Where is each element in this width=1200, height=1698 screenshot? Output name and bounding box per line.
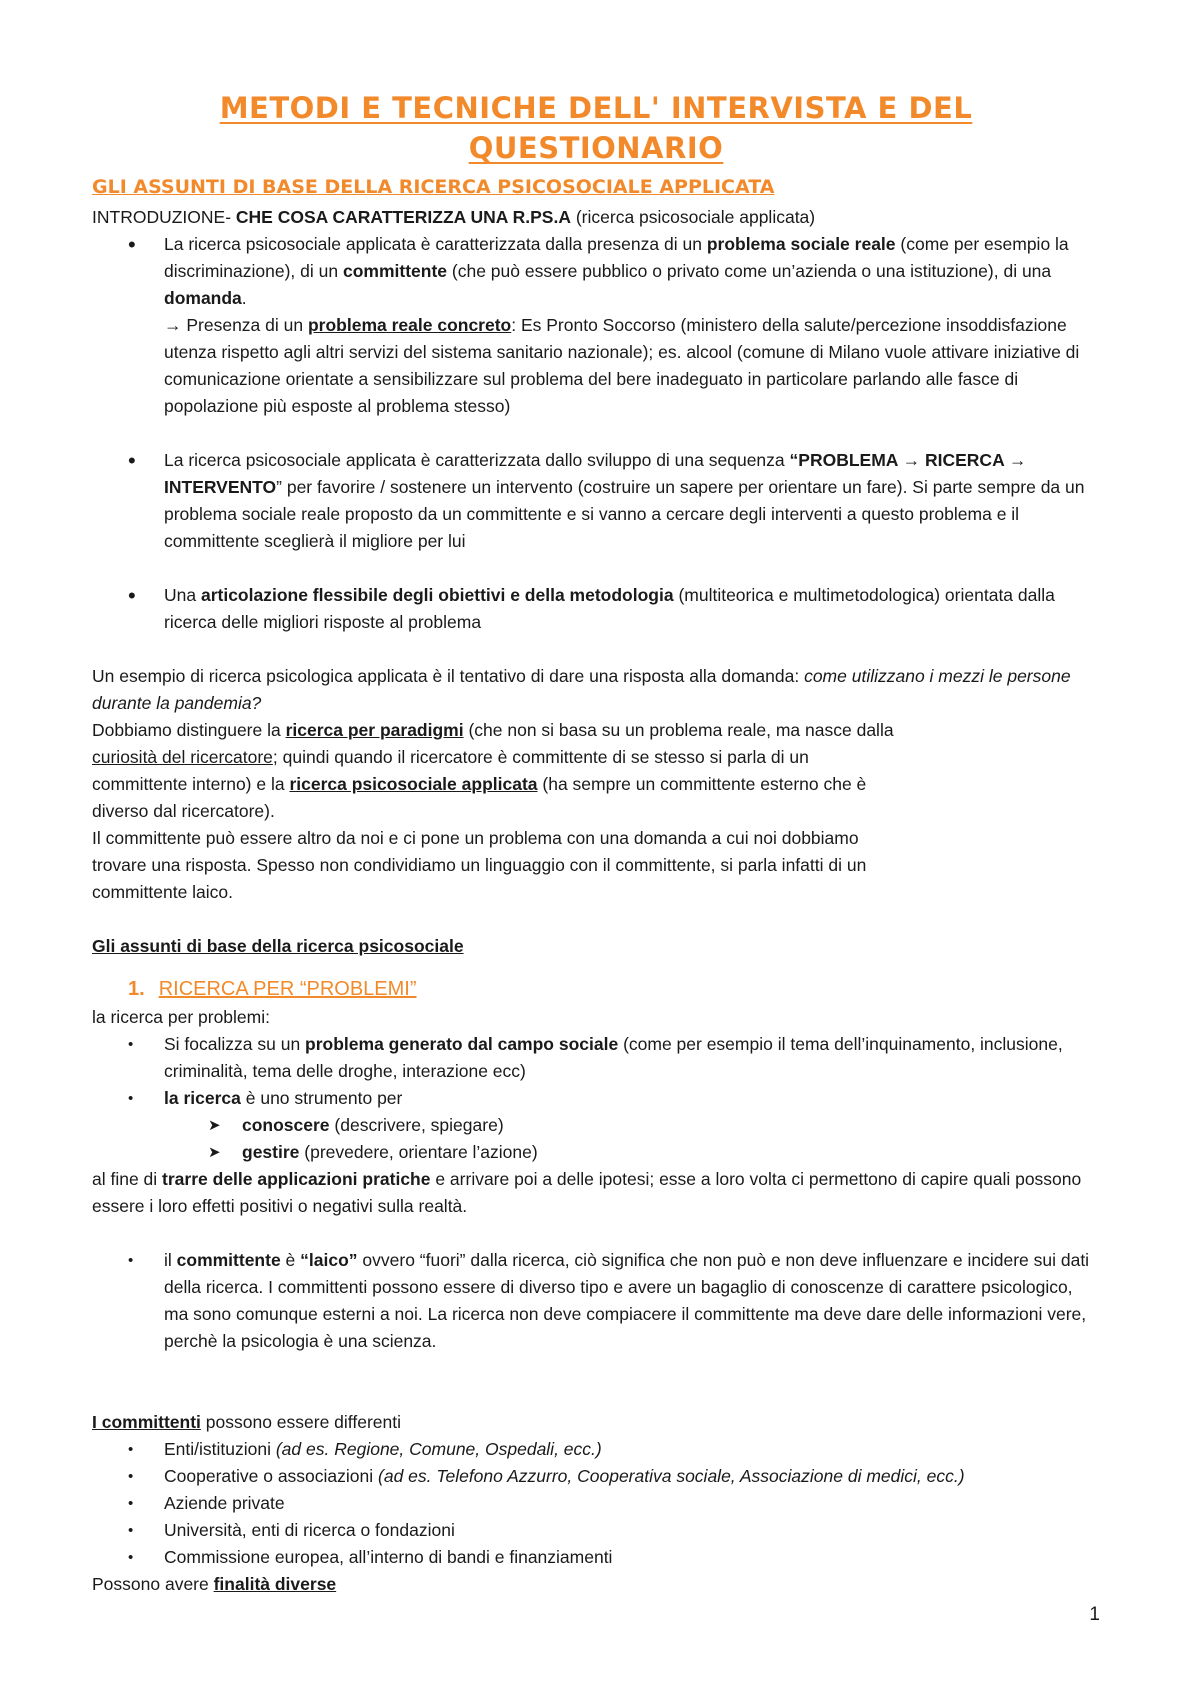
section-1-extra-bullets xyxy=(92,1247,1100,1355)
text: al fine di xyxy=(92,1169,163,1189)
committenti-intro xyxy=(92,1409,1100,1436)
text: Dobbiamo distinguere la xyxy=(92,720,286,740)
text: (ha sempre un committente esterno che è diverso dal ricercatore). xyxy=(92,774,867,821)
text-bold: articolazione flessibile degli obiettivi e della metodologia xyxy=(200,585,674,605)
text: . xyxy=(241,288,247,308)
text: Commissione europea, all’interno di bandi e finanziamenti xyxy=(164,1547,613,1567)
list-item xyxy=(92,1247,1100,1355)
text: (che non si basa su un problema reale, ma nasce dalla xyxy=(463,720,894,740)
text-bold-underline: ricerca per paradigmi xyxy=(285,720,464,740)
text: : Es Pronto Soccorso (ministero della salute/percezione insoddisfazione utenza rispetto agli altri servizi del sistema sanitario nazionale); es. alcool (comune di Milano vuole attivare iniziative di comunicazione orientate a sensibilizzare sul problema del bere inadeguato in particolare parlando alle fasce di popolazione più esposte al problema stesso) xyxy=(164,315,1080,416)
text: Possono avere xyxy=(92,1574,214,1594)
document-title: METODI E TECNICHE DELL' INTERVISTA E DEL QUESTIONARIO xyxy=(219,91,973,165)
text: e arrivare poi a delle ipotesi; esse a loro volta ci permettono di capire quali possono essere i loro effetti positivi o negativi sulla realtà. xyxy=(92,1169,1082,1216)
text: Università, enti di ricerca o fondazioni xyxy=(164,1520,455,1540)
list-item xyxy=(92,231,1100,420)
section-1-bullets xyxy=(92,1031,1100,1166)
section-1-heading xyxy=(128,974,1100,1004)
text: Cooperative o associazioni xyxy=(164,1466,379,1486)
text-bold: la ricerca xyxy=(164,1088,241,1108)
text: (descrivere, spiegare) xyxy=(329,1115,504,1135)
list-item xyxy=(92,1031,1100,1085)
text-italic: come utilizzano i mezzi le persone durante la pandemia? xyxy=(92,666,1071,713)
page-number: 1 xyxy=(1089,1604,1100,1625)
spacer xyxy=(92,420,1100,447)
intro-note: (ricerca psicosociale applicata) xyxy=(570,207,816,227)
text-bold: trarre delle applicazioni pratiche xyxy=(162,1169,431,1189)
text: (che può essere pubblico o privato come un’azienda o una istituzione), di una xyxy=(447,261,1052,281)
spacer xyxy=(92,906,1100,933)
text-bold-underline: ricerca psicosociale applicata xyxy=(289,774,538,794)
text-bold: problema generato dal campo sociale xyxy=(305,1034,619,1054)
spacer xyxy=(92,636,1100,663)
example-paragraph xyxy=(92,663,1100,717)
text: Aziende private xyxy=(164,1493,285,1513)
text-bold: conoscere xyxy=(242,1115,330,1135)
list-item xyxy=(92,1517,1100,1544)
sub-list-item xyxy=(92,1139,1100,1166)
list-item xyxy=(92,1436,1100,1463)
text: possono essere differenti xyxy=(200,1412,401,1432)
spacer xyxy=(92,1355,1100,1409)
finalita-line xyxy=(92,1571,1100,1598)
list-item xyxy=(92,582,1100,636)
intro-label: INTRODUZIONE- xyxy=(92,207,236,227)
text-bold: domanda xyxy=(164,288,242,308)
text: ; quindi quando il ricercatore è committente di se stesso si parla di un committente interno) e la xyxy=(92,747,809,794)
text: (multiteorica e multimetodologica) orientata dalla ricerca delle migliori risposte al problema xyxy=(164,585,1055,632)
section-1-intro: la ricerca per problemi: xyxy=(92,1007,270,1027)
text-bold-underline: I committenti xyxy=(92,1412,201,1432)
text-italic: (ad es. Regione, Comune, Ospedali, ecc.) xyxy=(275,1439,602,1459)
committente-paragraph: Il committente può essere altro da noi e ci pone un problema con una domanda a cui noi dobbiamo trovare una risposta. Spesso non condividiamo un linguaggio con il committente, si parla infatti di un committente laico. xyxy=(92,828,867,902)
text-bold: problema sociale reale xyxy=(706,234,896,254)
list-item xyxy=(92,1490,1100,1517)
text: il xyxy=(164,1250,177,1270)
text: (prevedere, orientare l’azione) xyxy=(299,1142,538,1162)
text-bold-underline: finalità diverse xyxy=(213,1574,337,1594)
text: La ricerca psicosociale applicata è caratterizzata dalla presenza di un xyxy=(164,234,707,254)
sub-list-item xyxy=(92,1112,1100,1139)
list-item xyxy=(92,447,1100,555)
committenti-list xyxy=(92,1436,1100,1571)
distinction-paragraph xyxy=(92,717,1100,825)
text-bold: committente xyxy=(342,261,448,281)
assunti-heading: Gli assunti di base della ricerca psicosociale xyxy=(92,936,464,956)
text-underline: curiosità del ricercatore xyxy=(92,747,273,767)
text: è xyxy=(280,1250,301,1270)
text: Enti/istituzioni xyxy=(164,1439,276,1459)
text: è uno strumento per xyxy=(240,1088,403,1108)
text: (come per esempio la discriminazione), di un xyxy=(164,234,1069,281)
text-bold: gestire xyxy=(242,1142,300,1162)
section-title: RICERCA PER “PROBLEMI” xyxy=(158,978,417,1000)
text-bold: “PROBLEMA → RICERCA → INTERVENTO xyxy=(164,450,1027,497)
document-subtitle: GLI ASSUNTI DI BASE DELLA RICERCA PSICOSOCIALE APPLICATA xyxy=(92,176,775,198)
spacer xyxy=(92,555,1100,582)
text: Una xyxy=(164,585,201,605)
arrow-text: → Presenza di un xyxy=(164,315,308,335)
text: (come per esempio il tema dell’inquinamento, inclusione, criminalità, tema delle droghe, interazione ecc) xyxy=(164,1034,1063,1081)
intro-line xyxy=(92,204,1100,231)
text: ovvero “fuori” dalla ricerca, ciò significa che non può e non deve influenzare e incidere sui dati della ricerca. I committenti possono essere di diverso tipo e avere un bagaglio di conoscenze di carattere psicologico, ma sono comunque esterni a noi. La ricerca non deve compiacere il committente ma deve dare delle informazioni vere, perchè la psicologia è una scienza. xyxy=(164,1250,1090,1351)
text: Si focalizza su un xyxy=(164,1034,306,1054)
list-item xyxy=(92,1463,1100,1490)
text-bold: committente xyxy=(176,1250,281,1270)
intro-bullets xyxy=(92,231,1100,636)
text-bold-underline: problema reale concreto xyxy=(307,315,512,335)
section-number: 1. xyxy=(128,978,145,1000)
text: ” per favorire / sostenere un intervento (costruire un sapere per orientare un fare). Si parte sempre da un problema sociale reale proposto da un committente e si vanno a cercare degli interventi a questo problema e il committente sceglierà il migliore per lui xyxy=(164,477,1085,551)
list-item xyxy=(92,1544,1100,1571)
text-bold: “laico” xyxy=(300,1250,358,1270)
intro-question: CHE COSA CARATTERIZZA UNA R.PS.A xyxy=(235,207,571,227)
list-item xyxy=(92,1085,1100,1112)
text: La ricerca psicosociale applicata è caratterizzata dallo sviluppo di una sequenza xyxy=(164,450,790,470)
text: Un esempio di ricerca psicologica applicata è il tentativo di dare una risposta alla domanda: xyxy=(92,666,805,686)
spacer xyxy=(92,1220,1100,1247)
text-italic: (ad es. Telefono Azzurro, Cooperativa sociale, Associazione di medici, ecc.) xyxy=(378,1466,965,1486)
section-1-conclusion xyxy=(92,1166,1100,1220)
